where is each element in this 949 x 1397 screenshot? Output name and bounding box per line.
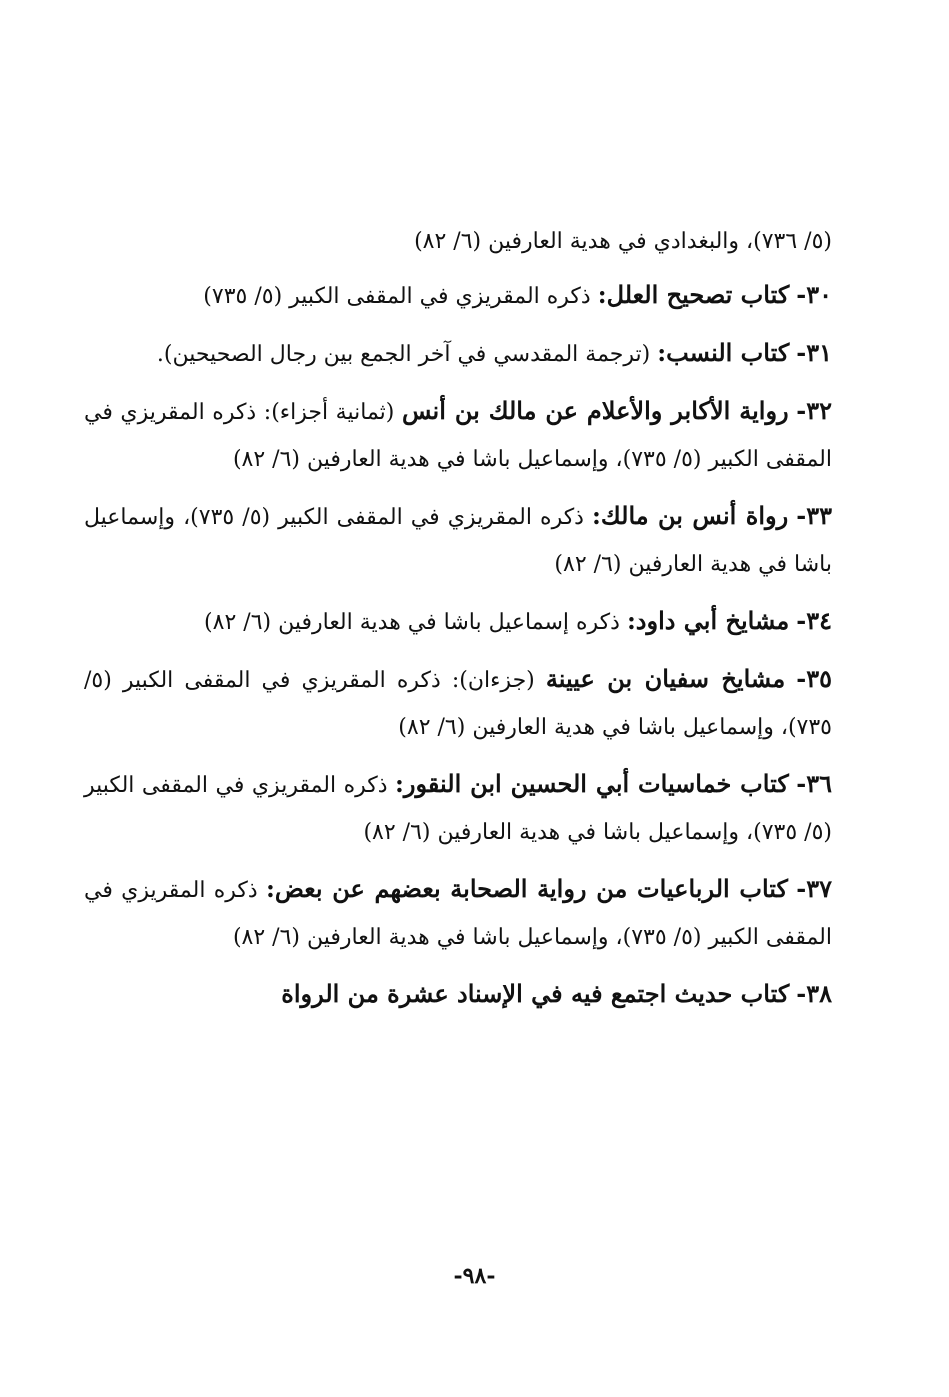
- entry-body: ذكره المقريزي في المقفى الكبير (٥/ ٧٣٥)، وإسماعيل باشا في هدية العارفين (٦/ ٨٢): [84, 878, 832, 950]
- entry-body: ذكره المقريزي في المقفى الكبير (٥/ ٧٣٥): [203, 284, 591, 309]
- entry-number: ٣٠-: [796, 280, 832, 309]
- entry-title: رواة أنس بن مالك:: [592, 501, 789, 530]
- entry-number: ٣٦-: [796, 769, 832, 798]
- entry-33: [84, 492, 832, 588]
- entry-37: [84, 865, 832, 961]
- entry-number: ٣٨-: [796, 979, 832, 1008]
- entry-35: [84, 655, 832, 751]
- continuation-line: (٥/ ٧٣٦)، والبغدادي في هدية العارفين (٦/ ٨٢): [414, 229, 832, 254]
- entry-title: كتاب حديث اجتمع فيه في الإسناد عشرة من الرواة: [281, 979, 790, 1008]
- entry-32: [84, 387, 832, 483]
- entry-title: كتاب خماسيات أبي الحسين ابن النقور:: [395, 769, 789, 798]
- entry-title: مشايخ أبي داود:: [626, 606, 790, 635]
- page-number: -٩٨-: [453, 1263, 496, 1289]
- entry-31: [84, 329, 832, 378]
- entry-number: ٣١-: [796, 338, 832, 367]
- entry-body: ذكره المقريزي في المقفى الكبير (٥/ ٧٣٥)، وإسماعيل باشا في هدية العارفين (٦/ ٨٢): [84, 505, 832, 577]
- entry-body: (جزءان): ذكره المقريزي في المقفى الكبير (٥/ ٧٣٥)، وإسماعيل باشا في هدية العارفين (٦/ ٨٢): [84, 668, 832, 740]
- entry-number: ٣٧-: [796, 874, 833, 903]
- entry-number: ٣٥-: [796, 664, 833, 693]
- entry-number: ٣٣-: [796, 501, 832, 530]
- entry-title: كتاب النسب:: [657, 338, 790, 367]
- entry-38: [84, 970, 832, 1019]
- entry-body: ذكره إسماعيل باشا في هدية العارفين (٦/ ٨٢): [204, 610, 620, 635]
- entry-34: [84, 597, 832, 646]
- entry-number: ٣٢-: [796, 396, 832, 425]
- entry-body: (ثمانية أجزاء): ذكره المقريزي في المقفى الكبير (٥/ ٧٣٥)، وإسماعيل باشا في هدية العارفين (٦/ ٨٢): [84, 400, 832, 472]
- entry-body: ذكره المقريزي في المقفى الكبير (٥/ ٧٣٥)، وإسماعيل باشا في هدية العارفين (٦/ ٨٢): [84, 773, 832, 845]
- entry-title: كتاب الرباعيات من رواية الصحابة بعضهم عن بعض:: [266, 874, 788, 903]
- entry-30: [84, 271, 832, 320]
- entry-title: رواية الأكابر والأعلام عن مالك بن أنس: [401, 396, 789, 425]
- entry-36: [84, 760, 832, 856]
- entry-body: (ترجمة المقدسي في آخر الجمع بين رجال الصحيحين).: [156, 342, 651, 367]
- entry-number: ٣٤-: [796, 606, 832, 635]
- entry-title: كتاب تصحيح العلل:: [597, 280, 790, 309]
- page-body: [84, 218, 832, 1028]
- entry-title: مشايخ سفيان بن عيينة: [545, 664, 786, 693]
